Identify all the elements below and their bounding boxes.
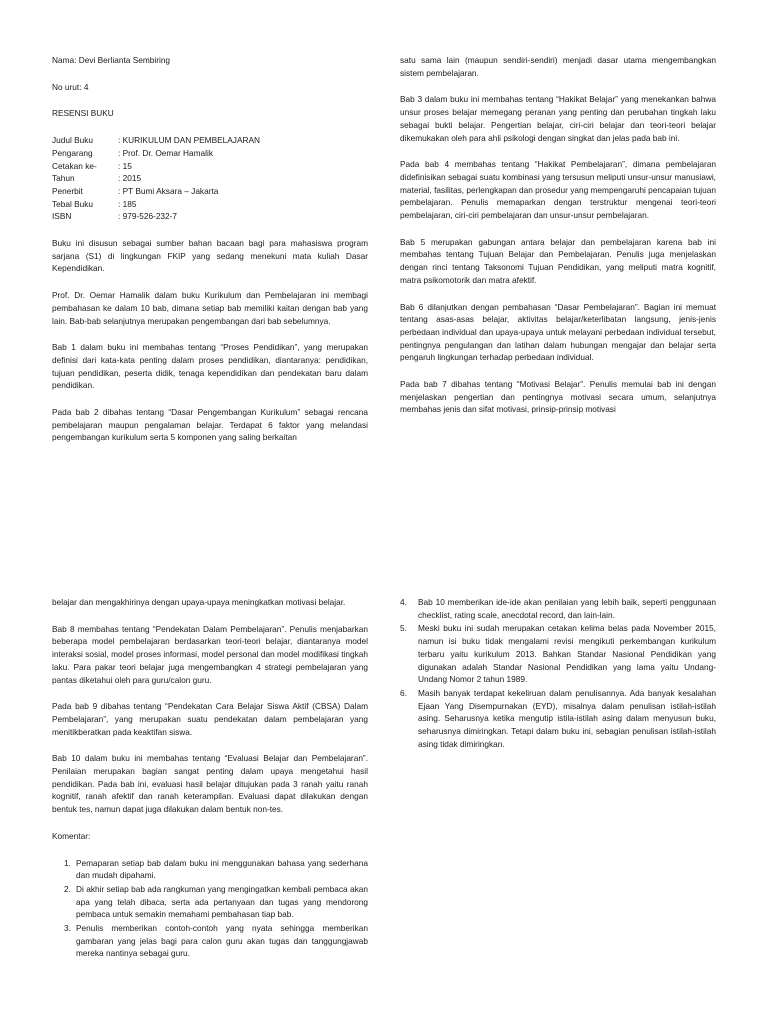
page1-right-column [400,54,716,430]
comment-number: 1. [64,857,71,868]
paragraph: Pada bab 9 dibahas tentang “Pendekatan Cara Belajar Siswa Aktif (CBSA) Dalam Pembelajaran”, yang merupakan suatu pendekatan dalam pembelajaran yang menitikberatkan pada keaktifan siswa. [52,701,368,737]
paragraph: Bab 1 dalam buku ini membahas tentang “Proses Pendidikan”, yang merupakan definisi dari kata-kata penting dalam proses pendidikan, diantaranya: pendidikan, tujuan pendidikan, peserta didik, tenaga kependidikan dan pendekatan baru dalam pendidikan. [52,342,368,391]
comments-heading: Komentar: [52,830,91,841]
comment-text: Meski buku ini sudah merupakan cetakan kelima belas pada November 2015, namun isi buku tidak mengalami revisi mengikuti perkembangan kurikulum terbaru yaitu kurikulum 2013. Bahkan Standar Nasional Pendidikan yang digunakan adalah Standar Nasional Pendidikan yang lama yaitu Undang-Undang Nomor 2 tahun 1989. [418,623,716,685]
info-value: : KURIKULUM DAN PEMBELAJARAN [118,135,260,146]
paragraph: Bab 10 dalam buku ini membahas tentang “Evaluasi Belajar dan Pembelajaran”. Penilaian merupakan bagian sangat penting dalam upaya mengetahui hasil pendidikan. Pada bab ini, evaluasi hasil belajar ditujukan pada 3 ranah yaitu ranah kognitif, ranah afektif dan ranah keterampilan. Evaluasi dapat dilakukan dengan bentuk tes, namun dapat juga dilakukan dalam bentuk non-tes. [52,753,368,815]
paragraph: Bab 8 membahas tentang “Pendekatan Dalam Pembelajaran”. Penulis menjabarkan beberapa model pembelajaran berdasarkan teori-teori belajar, diantaranya model interaksi sosial, model proses informasi, model personal dan model modifikasi tingkah laku. Para pakar teori belajar juga mengembangkan 4 strategi pembelajaran yang pantas diketahui oleh para guru/calon guru. [52,623,368,685]
book-info-row [52,160,368,173]
comment-text: Bab 10 memberikan ide-ide akan penilaian yang lebih baik, seperti penggunaan checklist, rating scale, anecdotal record, dan lain-lain. [418,597,716,620]
paragraph: Bab 6 dilanjutkan dengan pembahasan “Dasar Pembelajaran”. Bagian ini memuat tentang asas-asas belajar, aktivitas belajar/keterlibatan langsung, jenis-jenis perbedaan individual dan upaya-upaya untuk melayani perbedaan individual tersebut, pentingnya pengulangan dan latihan dalam hubungan mengajar dan belajar serta pengaruh lingkungan terhadap perbedaan individual. [400,301,716,363]
info-label: Penerbit [52,185,83,196]
paragraph: Pada bab 4 membahas tentang “Hakikat Pembelajaran”, dimana pembelajaran didefinisikan sebagai suatu kombinasi yang tersusun meliputi unsur-unsur manusiawi, material, fasilitas, perlengkapan dan prosedur yang mempengaruhi pencapaian tujuan pembelajaran. Penulis memaparkan dengan terstruktur mengenai teori-teori pembelajaran, ciri-ciri pembelajaran dan unsur-unsur pembelajaran. [400,159,716,221]
comment-item [400,596,716,621]
author-name: Nama: Devi Berlianta Sembiring [52,55,171,65]
comment-item [52,883,368,921]
comment-text: Masih banyak terdapat kekeliruan dalam penulisannya. Ada banyak kesalahan Ejaan Yang Disempurnakan (EYD), misalnya dalam penulisan istilah-istilah asing. Seharusnya ketika mengutip istila-istilah asing dalam menyusun buku, seharusnya dimiringkan. Tetapi dalam buku ini, sebagian penulisan istilah-istilah asing tidak dimiringkan. [418,687,716,749]
book-info-row [52,185,368,198]
document-title: RESENSI BUKU [52,108,114,119]
comment-text: Di akhir setiap bab ada rangkuman yang mengingatkan kembali pembaca akan apa yang telah dibaca, serta ada pertanyaan dan tugas yang mendorong pembaca untuk semakin memahami pembahasan tiap bab. [76,883,368,920]
comments-list-continued [400,596,716,750]
info-label: ISBN [52,211,72,222]
book-info-table [52,134,368,223]
paragraph: Prof. Dr. Oemar Hamalik dalam buku Kurikulum dan Pembelajaran ini membagi pembahasan ke dalam 10 bab, dimana setiap bab memiliki kaitan dengan bab yang lain. Bab-bab selanjutnya merupakan pengembangan dari bab sebelumnya. [52,290,368,326]
info-label: Pengarang [52,147,93,158]
book-info-row [52,134,368,147]
info-value: : 185 [118,198,137,209]
comment-item [52,857,368,882]
comment-text: Penulis memberikan contoh-contoh yang nyata sehingga memberikan gambaran yang jelas bagi para calon guru akan tugas dan tanggungjawab mereka nantinya sebagai guru. [76,923,368,959]
paragraph: Pada bab 2 dibahas tentang “Dasar Pengembangan Kurikulum” sebagai rencana pembelajaran maupun pengalaman belajar. Terdapat 6 faktor yang melandasi pengembangan kurikulum serta 5 komponen yang saling berkaitan [52,407,368,443]
book-info-row [52,210,368,223]
paragraph: Bab 5 merupakan gabungan antara belajar dan pembelajaran karena bab ini membahas tentang Tujuan Belajar dan Pembelajaran. Penulis juga menjelaskan dengan rinci tentang Taksonomi Tujuan Pendidikan, yang meliputi matra kognitif, matra psikomotorik dan matra afektif. [400,236,716,285]
page2-right-column [400,596,716,751]
book-info-row [52,147,368,160]
page2-left-column [52,596,368,961]
info-label: Tahun [52,173,75,184]
comments-list [52,857,368,961]
info-value: : PT Bumi Aksara – Jakarta [118,185,219,196]
paragraph: Bab 3 dalam buku ini membahas tentang “Hakikat Belajar” yang menekankan bahwa unsur proses belajar memegang peranan yang penting dan perubahan tingkah laku sebagai bukti belajar. Pengertian belajar, ciri-ciri belajar dan teori-teori belajar dikemukakan oleh para ahli psikologi dengan singkat dan jelas pada bab ini. [400,94,716,143]
comment-number: 2. [64,883,71,894]
info-label: Judul Buku [52,135,94,146]
author-number: No urut: 4 [52,81,89,92]
info-value: : 15 [118,160,132,171]
paragraph: Pada bab 7 dibahas tentang “Motivasi Belajar”. Penulis memulai bab ini dengan menjelaskan pengertian dan pentingnya motivasi secara umum, selanjutnya membahas jenis dan sifat motivasi, prinsip-prinsip motivasi [400,379,716,415]
comment-number: 5. [400,623,407,634]
comment-text: Pemaparan setiap bab dalam buku ini menggunakan bahasa yang sederhana dan mudah dipahami. [76,857,368,881]
info-label: Tebal Buku [52,198,94,209]
info-value: : 2015 [118,173,142,184]
paragraph: belajar dan mengakhirinya dengan upaya-upaya meningkatkan motivasi belajar. [52,597,346,607]
paragraph: satu sama lain (maupun sendiri-sendiri) menjadi dasar utama mengembangkan sistem pembelajaran. [400,55,716,78]
comment-item [52,922,368,960]
comment-number: 4. [400,597,407,607]
info-label: Cetakan ke- [52,160,97,171]
book-info-row [52,172,368,185]
info-value: : Prof. Dr. Oemar Hamalik [118,147,213,158]
page1-left-column [52,54,368,458]
info-value: : 979-526-232-7 [118,211,178,222]
paragraph: Buku ini disusun sebagai sumber bahan bacaan bagi para mahasiswa program sarjana (S1) di lingkungan FKIP yang sedang menekuni mata kuliah Dasar Kependidikan. [52,238,368,274]
comment-number: 3. [64,923,71,934]
comment-item [400,687,716,751]
comment-number: 6. [400,687,407,698]
comment-item [400,622,716,686]
book-info-row [52,198,368,211]
